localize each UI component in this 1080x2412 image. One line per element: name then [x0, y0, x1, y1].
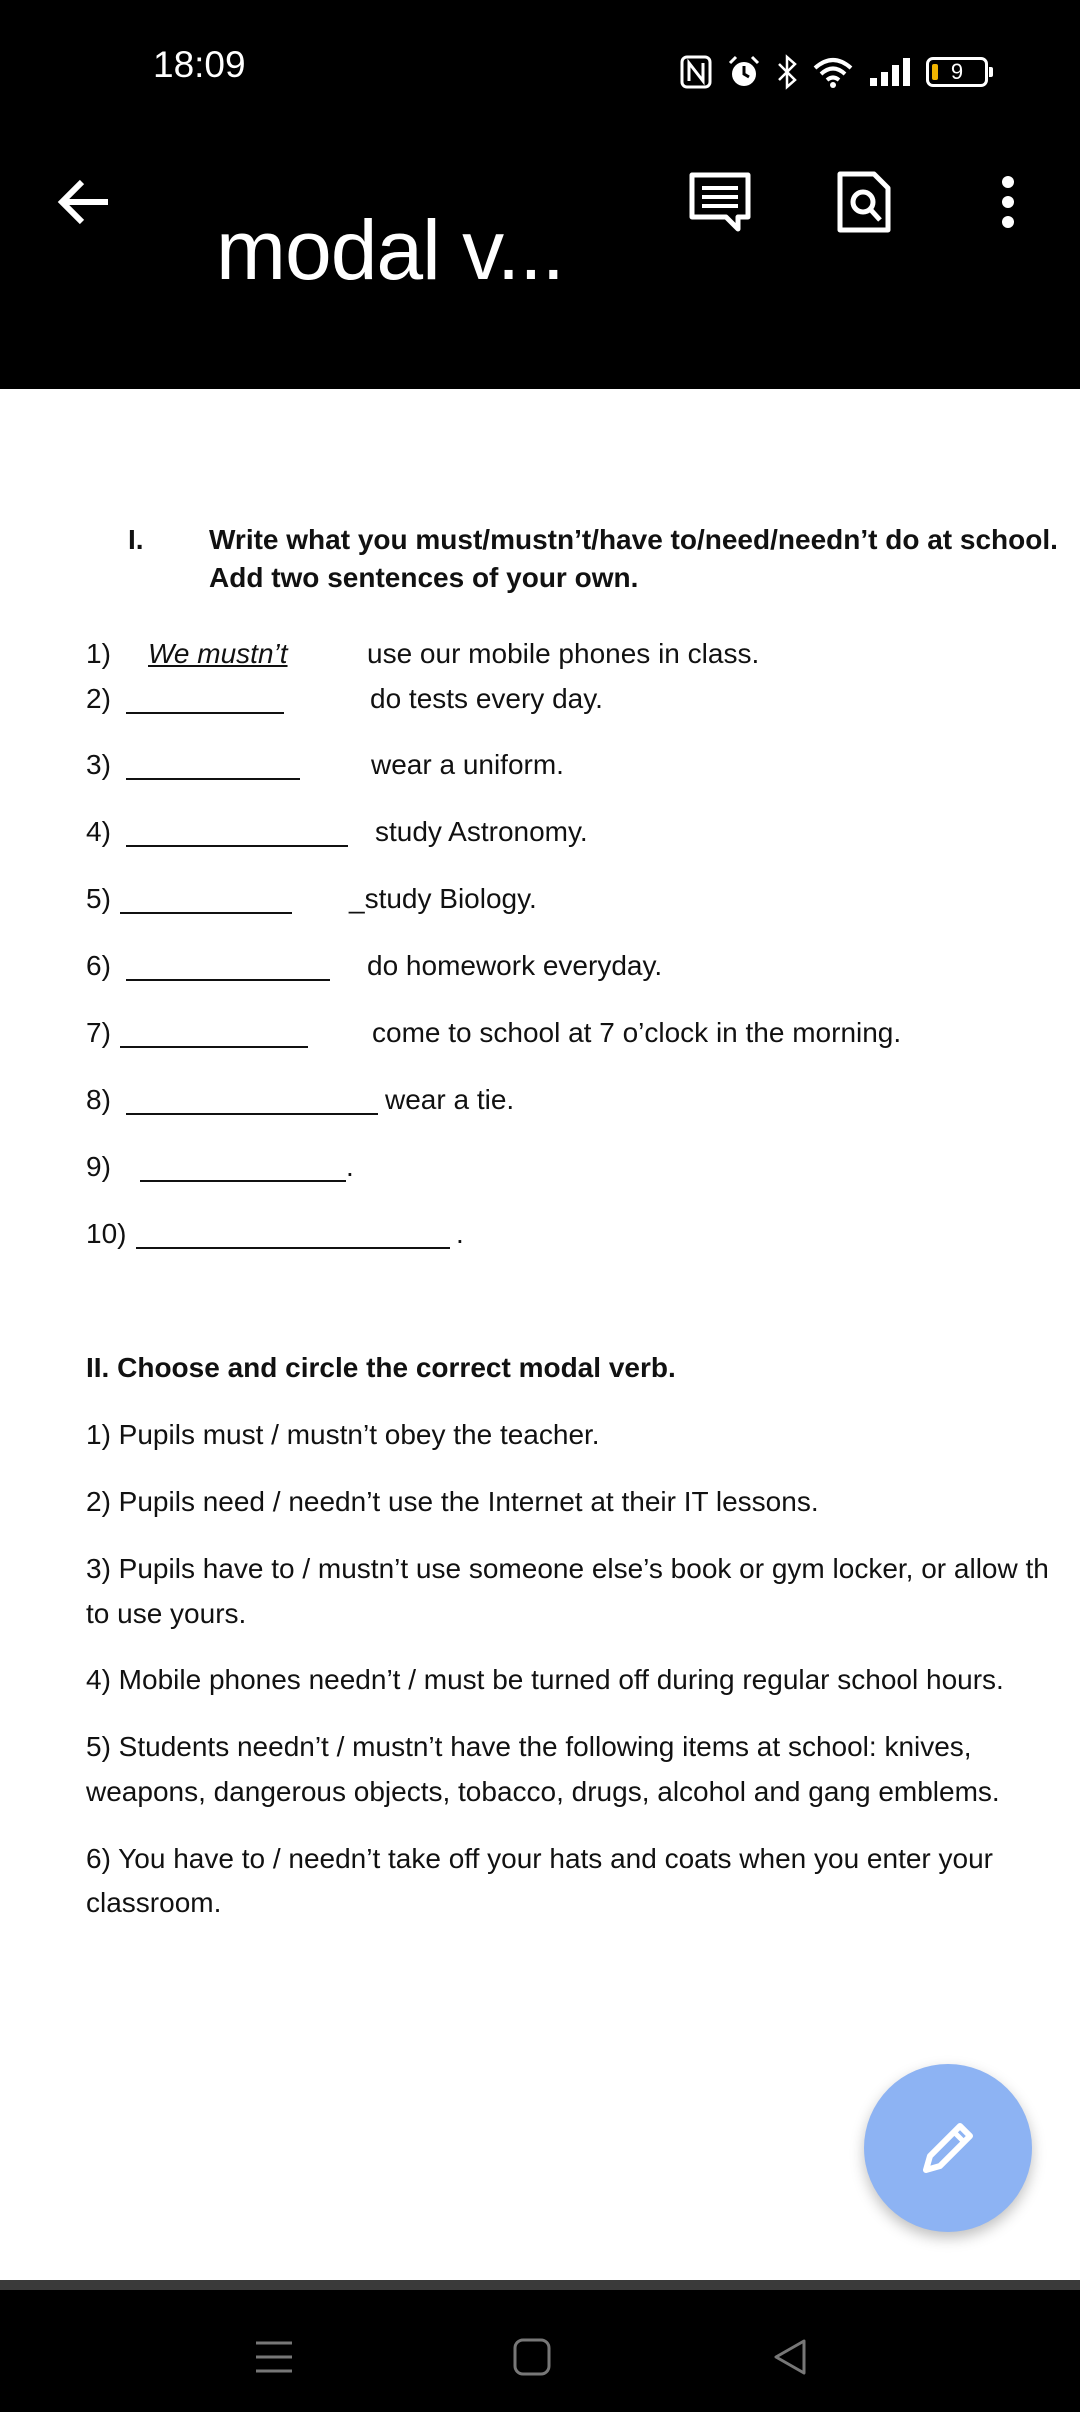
status-icons	[680, 52, 988, 92]
item-text: wear a uniform.	[371, 749, 564, 780]
comment-icon	[688, 171, 752, 233]
answer-blank	[126, 979, 330, 981]
answer-blank	[126, 712, 284, 714]
home-icon	[512, 2337, 552, 2377]
item-text: do tests every day.	[370, 683, 603, 714]
wifi-icon	[812, 56, 854, 88]
arrow-left-icon	[52, 170, 116, 234]
section2-heading: II. Choose and circle the correct modal verb.	[86, 1352, 676, 1383]
more-options-button[interactable]	[972, 166, 1044, 238]
recents-icon	[254, 2337, 294, 2377]
home-button[interactable]	[502, 2332, 562, 2382]
alarm-icon	[726, 54, 762, 90]
item-text: come to school at 7 o’clock in the morning.	[372, 1017, 902, 1048]
item-number: 8)	[86, 1084, 111, 1115]
exercise-line: 6) You have to / needn’t take off your hats and coats when you enter your	[86, 1843, 993, 1874]
exercise-line: 4) Mobile phones needn’t / must be turned off during regular school hours.	[86, 1664, 1004, 1695]
nfc-icon	[680, 55, 712, 89]
back-nav-button[interactable]	[760, 2332, 820, 2382]
signal-icon	[868, 56, 912, 88]
exercise-line: 3) Pupils have to / mustn’t use someone else’s book or gym locker, or allow th	[86, 1553, 1049, 1584]
item-number: 4)	[86, 816, 111, 847]
item-text: _study Biology.	[349, 883, 537, 914]
status-time: 18:09	[153, 44, 246, 85]
edit-icon	[916, 2116, 980, 2180]
item-text: wear a tie.	[385, 1084, 515, 1115]
answer-blank	[126, 1113, 378, 1115]
back-button[interactable]	[52, 170, 116, 234]
item-number: 3)	[86, 749, 111, 780]
battery-icon	[926, 57, 988, 87]
find-in-page-button[interactable]	[828, 166, 900, 238]
item-answer: We mustn’t	[148, 638, 288, 669]
exercise-line: weapons, dangerous objects, tobacco, drugs, alcohol and gang emblems.	[86, 1776, 1000, 1807]
exercise-line: to use yours.	[86, 1598, 247, 1629]
comment-button[interactable]	[684, 166, 756, 238]
top-bar	[0, 0, 1080, 389]
answer-blank	[120, 1046, 308, 1048]
answer-blank	[136, 1247, 450, 1249]
bluetooth-icon	[776, 54, 798, 90]
item-text: .	[346, 1151, 354, 1182]
item-number: 10)	[86, 1218, 127, 1249]
item-number: 7)	[86, 1017, 111, 1048]
item-number: 1)	[86, 638, 111, 669]
battery-level: 9	[950, 59, 964, 84]
answer-blank	[126, 778, 300, 780]
item-number: 9)	[86, 1151, 111, 1182]
answer-blank	[140, 1180, 346, 1182]
item-number: 6)	[86, 950, 111, 981]
document-title: modal v...	[216, 203, 564, 297]
exercise-line: classroom.	[86, 1887, 222, 1918]
item-number: 2)	[86, 683, 111, 714]
item-number: 5)	[86, 883, 111, 914]
back-nav-icon	[770, 2337, 810, 2377]
item-text: do homework everyday.	[367, 950, 663, 981]
section1-heading-line2: Add two sentences of your own.	[209, 562, 639, 593]
exercise-line: 1) Pupils must / mustn’t obey the teacher.	[86, 1419, 600, 1450]
recents-button[interactable]	[244, 2332, 304, 2382]
edit-button[interactable]	[864, 2064, 1032, 2232]
find-in-page-icon	[836, 170, 892, 234]
item-text: use our mobile phones in class.	[367, 638, 760, 669]
answer-blank	[126, 845, 348, 847]
exercise-line: 5) Students needn’t / mustn’t have the following items at school: knives,	[86, 1731, 972, 1762]
document-page[interactable]	[0, 389, 1080, 2280]
item-text: study Astronomy.	[375, 816, 588, 847]
section1-numeral: I.	[128, 524, 144, 555]
item-text: .	[456, 1218, 464, 1249]
answer-blank	[120, 912, 292, 914]
more-vert-icon	[1000, 174, 1016, 230]
exercise-line: 2) Pupils need / needn’t use the Internet at their IT lessons.	[86, 1486, 819, 1517]
system-nav-bar	[0, 2280, 1080, 2412]
section1-heading-line1: Write what you must/mustn’t/have to/need/needn’t do at school.	[209, 524, 1058, 555]
